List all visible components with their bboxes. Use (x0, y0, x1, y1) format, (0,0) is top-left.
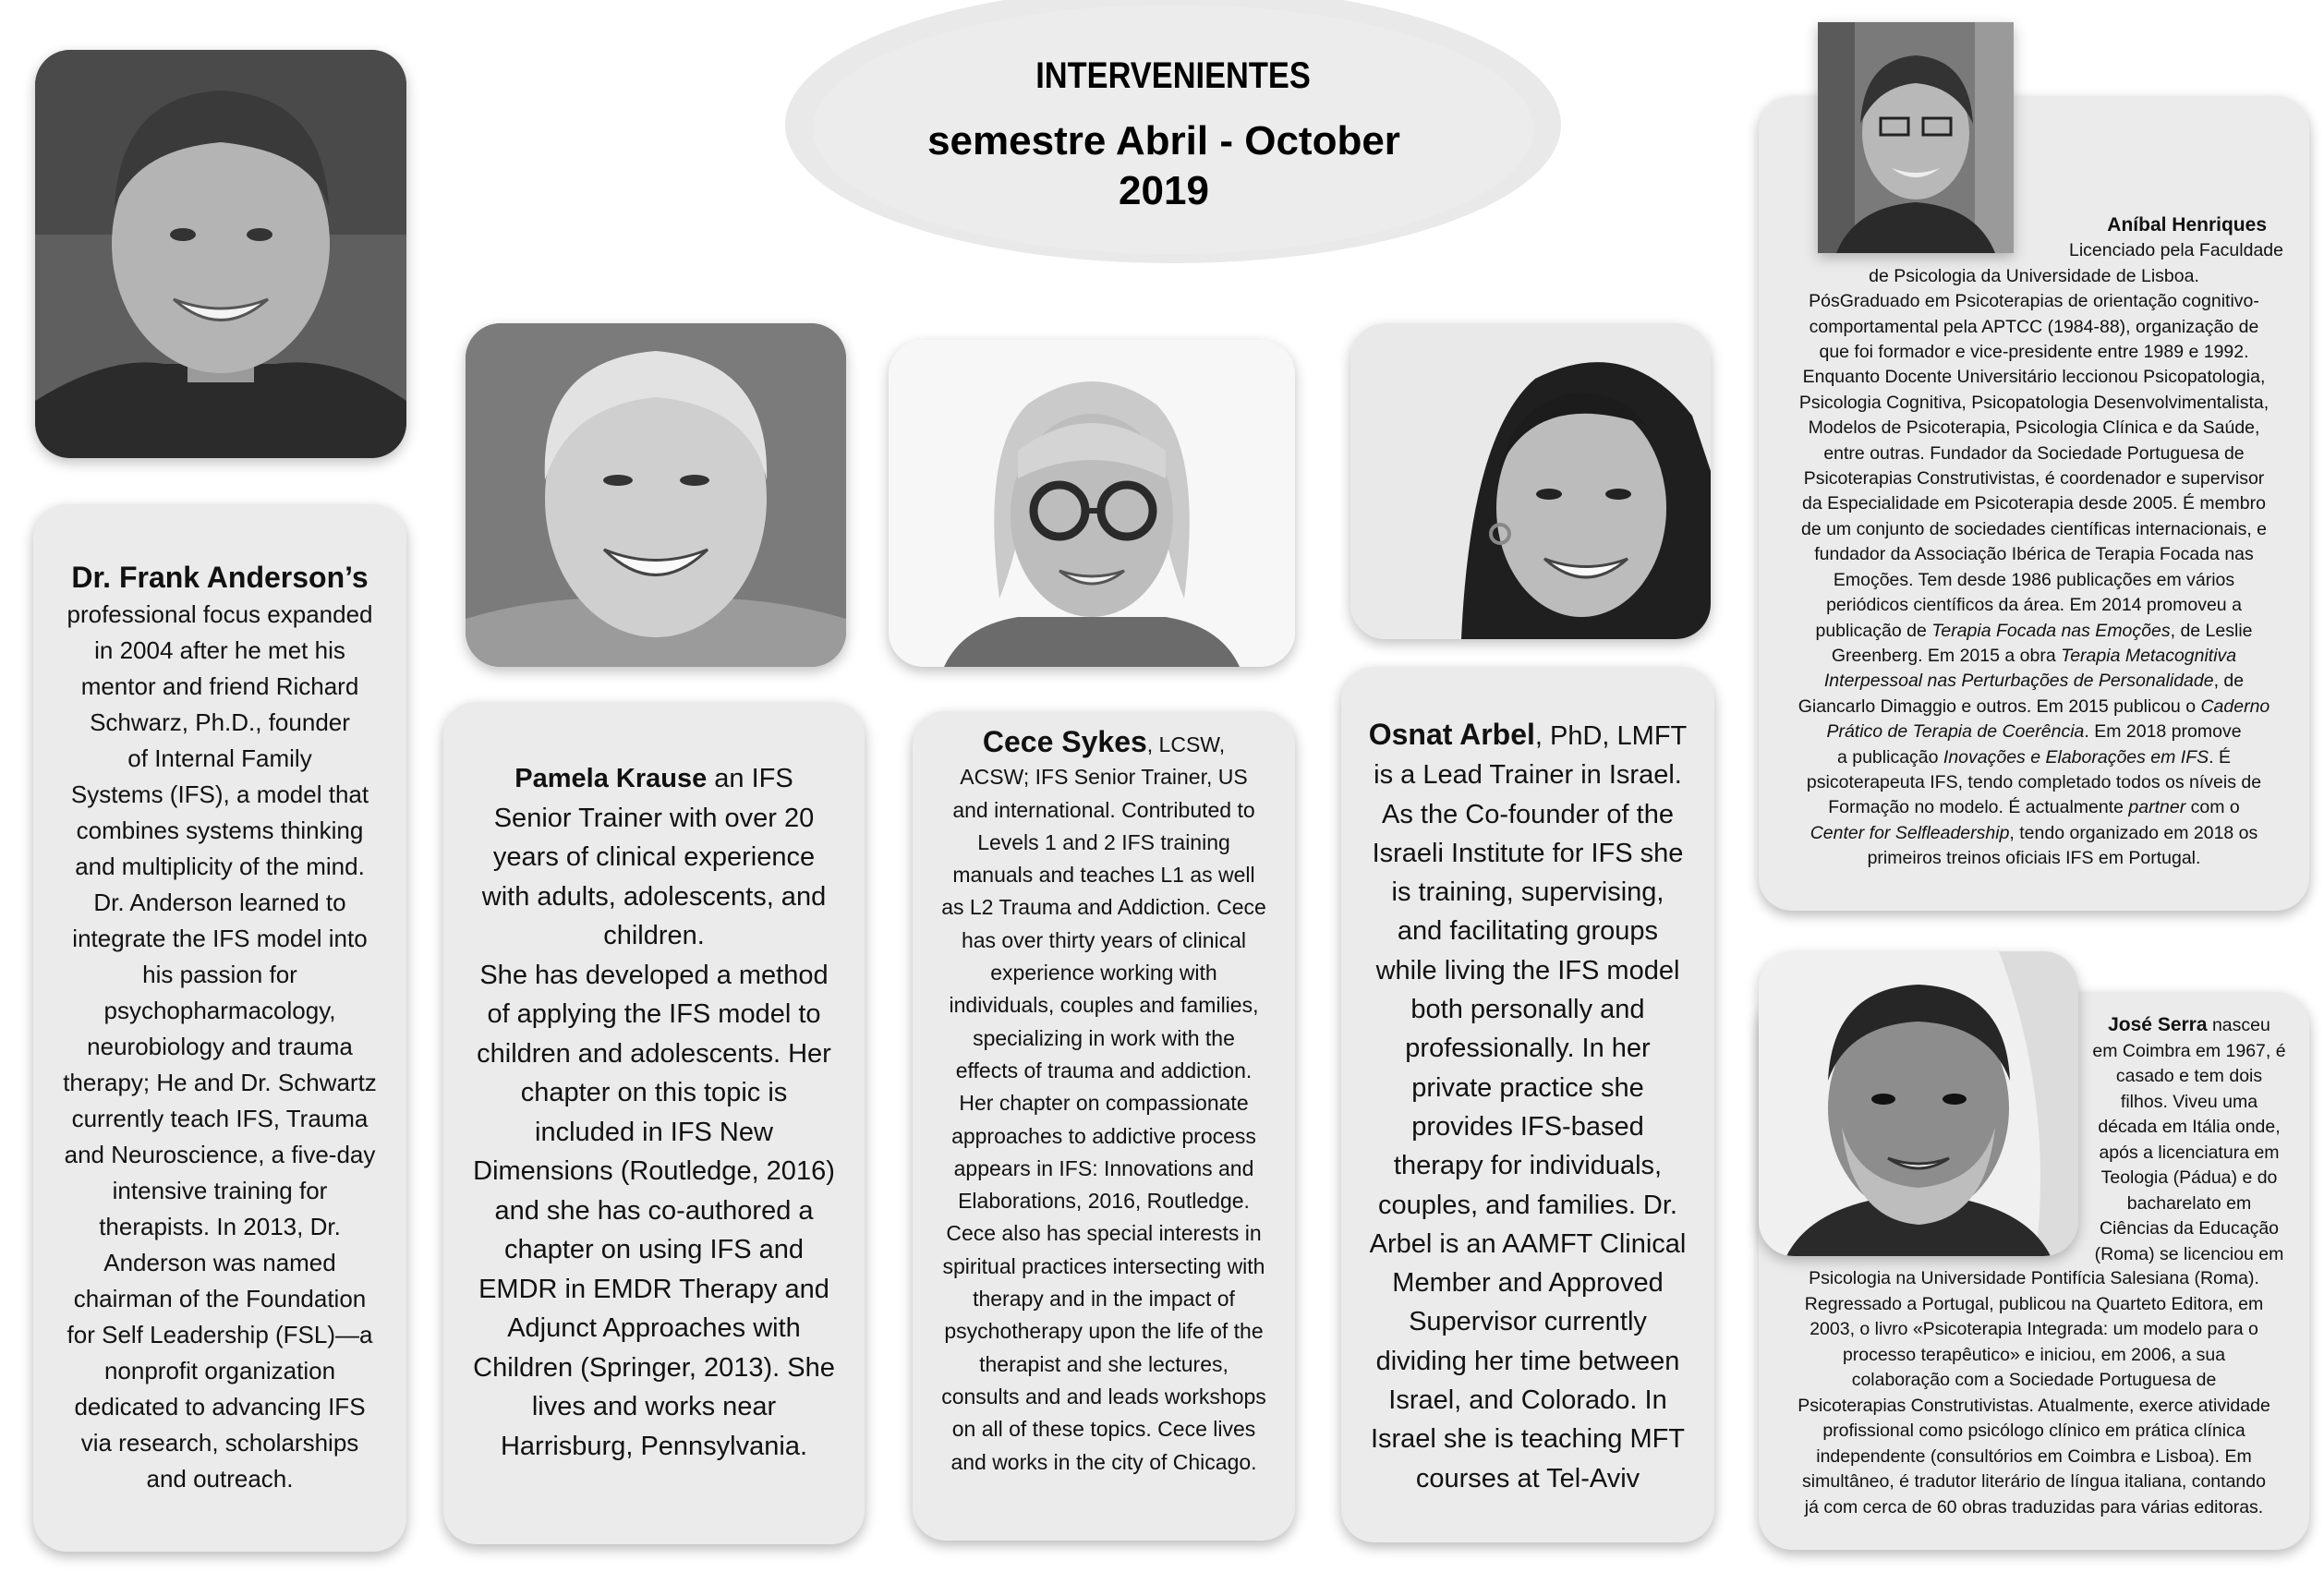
bio-line: filhos. Viveu uma (2120, 1091, 2258, 1112)
jose-serra-name: José Serra (2108, 1014, 2208, 1035)
bio-line: colaboração com a Sociedade Portuguesa de (1851, 1370, 2217, 1390)
cece-sykes-card (913, 711, 1295, 1541)
bio-line: and facilitating groups (1397, 916, 1659, 947)
bio-line: (Roma) se licenciou em (2094, 1243, 2284, 1264)
bio-line: appears in IFS: Innovations and (953, 1155, 1254, 1180)
bio-line: Dimensions (Routledge, 2016) (473, 1156, 835, 1186)
bio-line: intensive training for (112, 1177, 328, 1204)
bio-line: is training, supervising, (1391, 877, 1664, 908)
bio-line: Harrisburg, Pennsylvania. (500, 1431, 808, 1461)
bio-line: , LCSW, (1146, 732, 1226, 756)
jose-serra-full-bio (1759, 1266, 2309, 1520)
bio-line: an IFS (707, 764, 793, 793)
bio-line: children and adolescents. Her (477, 1038, 831, 1069)
bio-line: Children (Springer, 2013). She (473, 1352, 835, 1383)
bio-line: profissional como psicólogo clínico em prática clínica (1822, 1421, 2245, 1441)
bio-line: Her chapter on compassionate (959, 1091, 1249, 1116)
bio-line: Dr. Anderson learned to (93, 889, 346, 916)
bio-line: Member and Approved (1392, 1268, 1664, 1299)
bio-line: 2003, o livro «Psicoterapia Integrada: um modelo para o (1810, 1319, 2258, 1339)
bio-first-line (443, 759, 865, 799)
frank-anderson-photo (35, 50, 406, 458)
header-subtitle-line1: semestre Abril - October (927, 118, 1400, 163)
bio-line: effects of trauma and addiction. (955, 1058, 1253, 1082)
bio-line: nasceu (2207, 1015, 2270, 1035)
bio-line: Enquanto Docente Universitário leccionou Psicopatologia, (1802, 367, 2266, 388)
bio-line: independente (consultórios em Coimbra e Lisboa). Em (1816, 1445, 2252, 1467)
pamela-krause-photo (466, 323, 846, 667)
bio-line: As the Co-founder of the (1382, 799, 1674, 829)
bio-line: Psicologia na Universidade Pontifícia Salesiana (Roma). (1809, 1268, 2259, 1288)
bio-line: chapter on this topic is (520, 1078, 788, 1107)
bio-line: a publicação Inovações e Elaborações em IFS. É (1836, 746, 2231, 768)
bio-line: included in IFS New (535, 1117, 773, 1147)
bio-line: após a licenciatura em (2099, 1142, 2280, 1163)
bio-line: Schwarz, Ph.D., founder (90, 708, 350, 736)
bio-line: and she has co-authored a (494, 1195, 814, 1226)
bio-line: Interpessoal nas Perturbações de Personalidade, de (1823, 671, 2245, 692)
bio-line: Formação no modelo. É actualmente partner com o (1828, 797, 2240, 818)
bio-line: Psicoterapias Construtivistas. Atualmente, exerce atividade (1797, 1395, 2270, 1416)
pamela-krause-bio (443, 759, 865, 1466)
bio-line: Greenberg. Em 2015 a obra Terapia Metacognitiva (1831, 645, 2237, 666)
bio-line: therapist and she lectures, (979, 1351, 1229, 1376)
bio-line: da Especialidade em Psicoterapia desde 2005. É membro (1802, 493, 2266, 514)
bio-line: chairman of the Foundation (73, 1285, 367, 1312)
bio-line: Modelos de Psicoterapia, Psicologia Clínica e da Saúde, (1808, 417, 2260, 439)
bio-line: Adjunct Approaches with (507, 1313, 801, 1343)
bio-line: psychotherapy upon the life of the (944, 1319, 1264, 1344)
bio-line: while living the IFS model (1375, 955, 1680, 985)
bio-line: and Neuroscience, a five-day (64, 1141, 376, 1168)
anibal-henriques-bio (1759, 212, 2309, 872)
frank-anderson-bio (33, 597, 406, 1497)
bio-line: specializing in work with the (973, 1025, 1235, 1050)
bio-line: on all of these topics. Cece lives (951, 1417, 1256, 1442)
bio-line: , PhD, LMFT (1534, 721, 1688, 751)
bio-line: and outreach. (146, 1465, 294, 1493)
bio-line: Israel, and Colorado. In (1388, 1385, 1667, 1416)
bio-line: ACSW; IFS Senior Trainer, US (960, 765, 1248, 790)
osnat-arbel-card (1341, 667, 1714, 1542)
cece-sykes-bio (913, 726, 1295, 1479)
osnat-arbel-bio (1341, 715, 1714, 1498)
bio-line: Giancarlo Dimaggio e outros. Em 2015 publicou o Caderno (1797, 695, 2270, 717)
frank-anderson-name: Dr. Frank Anderson’s (71, 561, 369, 594)
bio-line: couples, and families. Dr. (1378, 1190, 1677, 1220)
bio-line: de um conjunto de sociedades científicas internacionais, e (1800, 518, 2268, 539)
bio-line: experience working with (990, 961, 1217, 985)
bio-line: Psicologia Cognitiva, Psicopatologia Desenvolvimentalista, (1798, 392, 2270, 413)
bio-line: Psicoterapias Construtivistas, é coordenador e supervisor (1803, 468, 2265, 490)
bio-line: private practice she (1411, 1072, 1644, 1103)
bio-line: individuals, couples and families, (949, 993, 1259, 1018)
bio-line: Prático de Terapia de Coerência. Em 2018 promove (1826, 721, 2242, 743)
header-subtitle (831, 116, 1496, 216)
bio-line: Ciências da Educação (2099, 1218, 2280, 1239)
bio-line: Emoções. Tem desde 1986 publicações em vários (1833, 569, 2235, 590)
bio-line: professionally. In her (1405, 1034, 1651, 1064)
jose-serra-side-bio (2078, 1012, 2300, 1267)
bio-line: and international. Contributed to (952, 797, 1255, 822)
bio-line: Israeli Institute for IFS she (1372, 838, 1684, 868)
bio-first-line (913, 726, 1295, 761)
bio-line: processo terapêutico» e iniciou, em 2006, a sua (1842, 1344, 2226, 1365)
bio-line: nonprofit organization (103, 1357, 336, 1384)
frank-anderson-card (33, 504, 406, 1552)
osnat-arbel-photo (1350, 323, 1711, 639)
header-subtitle-line2: 2019 (1119, 168, 1209, 213)
bio-line: approaches to addictive process (951, 1123, 1256, 1148)
bio-line: que foi formador e vice-presidente entre 1989 e 1992. (1819, 342, 2249, 363)
bio-line: neurobiology and trauma (87, 1033, 353, 1060)
bio-line: mentor and friend Richard (80, 672, 359, 700)
bio-line: EMDR in EMDR Therapy and (478, 1274, 829, 1304)
bio-line: Levels 1 and 2 IFS training (977, 829, 1230, 854)
bio-line: Licenciado pela Faculdade (2068, 240, 2283, 261)
bio-line: spiritual practices intersecting with (942, 1253, 1265, 1278)
bio-line: dividing her time between (1375, 1346, 1680, 1376)
bio-line: combines systems thinking (76, 816, 364, 844)
bio-line: publicação de Terapia Focada nas Emoções, de Leslie (1815, 620, 2253, 641)
bio-line: and multiplicity of the mind. (75, 852, 365, 880)
bio-line: children. (603, 921, 705, 950)
bio-line: de Psicologia da Universidade de Lisboa. (1869, 265, 2199, 286)
bio-line: is a Lead Trainer in Israel. (1374, 760, 1682, 791)
bio-line: periódicos científicos da área. Em 2014 promoveu a (1826, 595, 2242, 616)
bio-line: courses at Tel-Aviv (1415, 1463, 1640, 1493)
bio-line: Systems (IFS), a model that (70, 780, 369, 808)
bio-line: primeiros treinos oficiais IFS em Portugal. (1867, 848, 2201, 869)
bio-line: dedicated to advancing IFS (74, 1393, 366, 1421)
bio-line: década em Itália onde, (2098, 1117, 2281, 1137)
bio-line: entre outras. Fundador da Sociedade Portuguesa de (1823, 442, 2245, 464)
bio-line: therapy and in the impact of (973, 1287, 1235, 1312)
bio-line: chapter on using IFS and (503, 1235, 805, 1264)
cece-sykes-name: Cece Sykes (982, 725, 1147, 758)
pamela-krause-card (443, 702, 865, 1544)
bio-line: with adults, adolescents, and (481, 881, 827, 912)
bio-line: currently teach IFS, Trauma (71, 1105, 369, 1132)
osnat-arbel-name: Osnat Arbel (1368, 718, 1535, 751)
bio-line: in 2004 after he met his (94, 636, 345, 664)
bio-line: psychopharmacology, (103, 997, 336, 1024)
bio-line: lives and works near (531, 1392, 777, 1421)
cece-sykes-photo (889, 340, 1295, 667)
bio-line: has over thirty years of clinical (961, 927, 1247, 952)
bio-line: via research, scholarships (80, 1429, 359, 1457)
bio-line: therapy; He and Dr. Schwartz (63, 1069, 377, 1096)
bio-line: of Internal Family (127, 744, 312, 772)
bio-line: and works in the city of Chicago. (950, 1449, 1257, 1474)
bio-line: consults and and leads workshops (941, 1384, 1266, 1409)
bio-line: manuals and teaches L1 as well (952, 863, 1255, 888)
bio-line: já com cerca de 60 obras traduzidas para várias editoras. (1804, 1496, 2264, 1517)
bio-line: bacharelato em (2126, 1192, 2252, 1214)
bio-line: PósGraduado em Psicoterapias de orientação cognitivo- (1809, 291, 2259, 312)
bio-line: comportamental pela APTCC (1984-88), organização de (1809, 316, 2259, 337)
bio-line: Elaborations, 2016, Routledge. (958, 1189, 1250, 1214)
bio-line: for Self Leadership (FSL)—a (67, 1321, 373, 1348)
bio-line: Arbel is an AAMFT Clinical (1369, 1228, 1687, 1259)
bio-line: provides IFS-based (1411, 1111, 1644, 1142)
bio-line: Supervisor currently (1409, 1307, 1647, 1337)
bio-line: em Coimbra em 1967, é (2092, 1040, 2286, 1061)
jose-serra-photo (1759, 951, 2078, 1256)
bio-line: Regressado a Portugal, publicou na Quarteto Editora, em (1804, 1293, 2264, 1314)
bio-line: She has developed a method (479, 960, 829, 990)
bio-line (1759, 212, 2309, 238)
bio-line: simultâneo, é tradutor literário de língua italiana, contando (1802, 1471, 2266, 1492)
pamela-krause-name: Pamela Krause (514, 764, 708, 793)
bio-line: both personally and (1410, 995, 1645, 1025)
bio-first-line (2078, 1012, 2300, 1039)
bio-line: his passion for (142, 961, 297, 988)
anibal-henriques-name: Aníbal Henriques (2107, 214, 2267, 236)
bio-line: fundador da Associação Ibérica de Terapia Focada nas (1814, 544, 2254, 565)
bio-line: therapists. In 2013, Dr. (99, 1213, 341, 1240)
bio-line: integrate the IFS model into (72, 925, 368, 952)
bio-line: Senior Trainer with over 20 (493, 803, 815, 833)
bio-line: therapy for individuals, (1393, 1151, 1663, 1181)
bio-line: Cece also has special interests in (946, 1221, 1262, 1246)
bio-line: Teologia (Pádua) e do (2100, 1167, 2278, 1188)
bio-line: as L2 Trauma and Addiction. Cece (941, 895, 1266, 920)
bio-line: Center for Selfleadership, tendo organizado em 2018 os (1810, 822, 2258, 843)
bio-line: psicoterapeuta IFS, tendo completado todos os níveis de (1806, 771, 2262, 792)
header-title: INTERVENIENTES (1035, 55, 1311, 96)
bio-first-line (1341, 715, 1714, 756)
bio-line: casado e tem dois (2115, 1066, 2263, 1086)
bio-line: years of clinical experience (492, 842, 816, 872)
bio-line: of applying the IFS model to (487, 999, 821, 1029)
bio-line: professional focus expanded (67, 600, 373, 628)
bio-line: Israel she is teaching MFT (1370, 1424, 1686, 1455)
bio-line: Anderson was named (103, 1249, 336, 1276)
